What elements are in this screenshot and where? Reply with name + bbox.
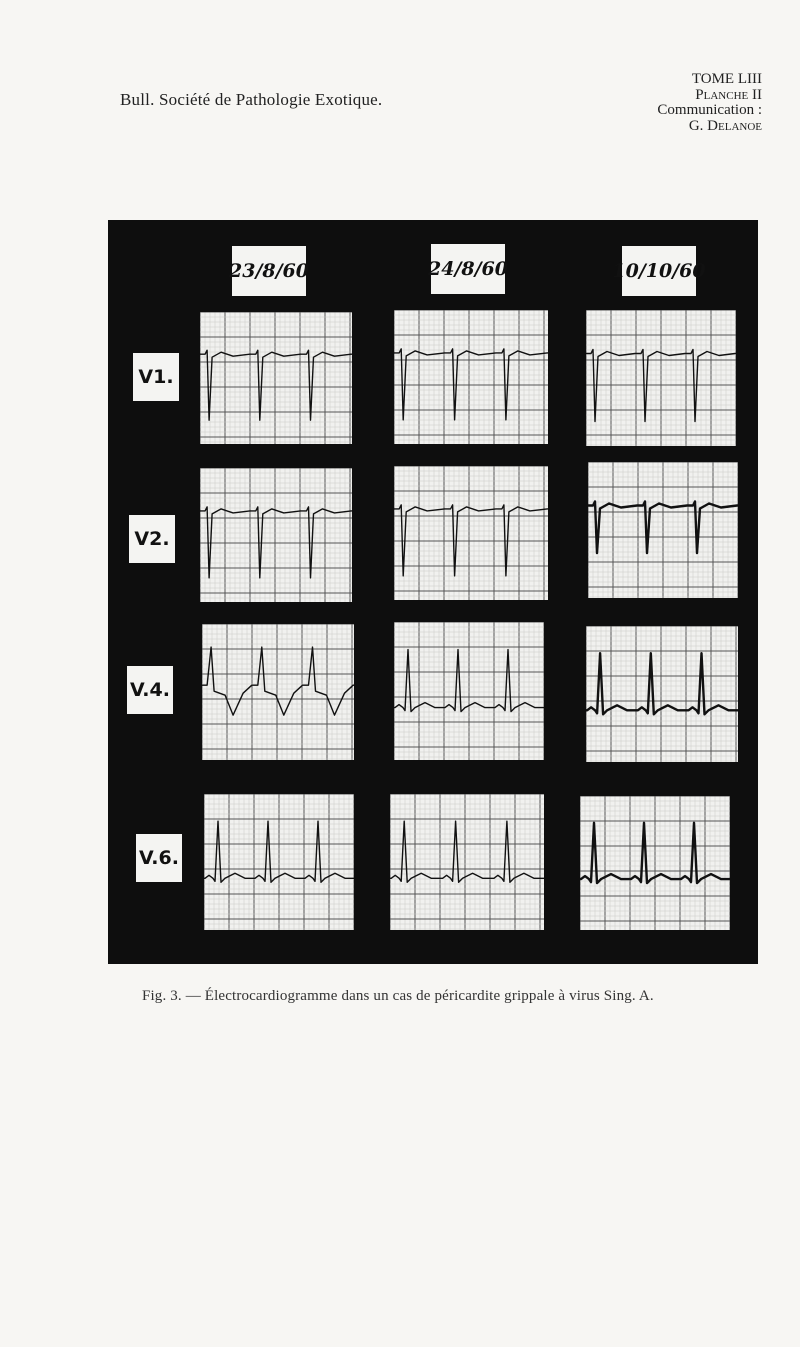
plate-metadata	[657, 72, 762, 134]
lead-card-v2: V2.	[129, 515, 175, 563]
lead-card-v6: V.6.	[136, 834, 182, 882]
lead-card-v1: V1.	[133, 353, 179, 401]
date-card-2: 24/8/60	[431, 244, 505, 294]
ecg-panel-r2-c1	[200, 468, 352, 602]
ecg-plate	[108, 220, 758, 964]
ecg-panel-r3-c3	[586, 626, 738, 762]
planche-label: Planche II	[695, 86, 762, 103]
figure-caption: Fig. 3. — Électrocardiogramme dans un cas de péricardite grippale à virus Sing. A.	[142, 988, 654, 1004]
ecg-panel-r4-c1	[204, 794, 354, 930]
ecg-panel-r2-c3	[588, 462, 738, 598]
ecg-panel-r1-c2	[394, 310, 548, 444]
lead-card-v4: V.4.	[127, 666, 173, 714]
tome-label: TOME LIII	[691, 71, 762, 87]
date-card-3: 10/10/60	[622, 246, 696, 296]
journal-title: Bull. Société de Pathologie Exotique.	[120, 90, 383, 109]
ecg-panel-r1-c1	[200, 312, 352, 444]
ecg-panel-r2-c2	[394, 466, 548, 600]
ecg-panel-r4-c2	[390, 794, 544, 930]
date-card-1: 23/8/60	[232, 246, 306, 296]
ecg-panel-r1-c3	[586, 310, 736, 446]
ecg-panel-r4-c3	[580, 796, 730, 930]
communication-label: Communication :	[657, 102, 762, 118]
ecg-panel-r3-c2	[394, 622, 544, 760]
ecg-panel-r3-c1	[202, 624, 354, 760]
author-name: G. Delanoe	[688, 117, 762, 134]
